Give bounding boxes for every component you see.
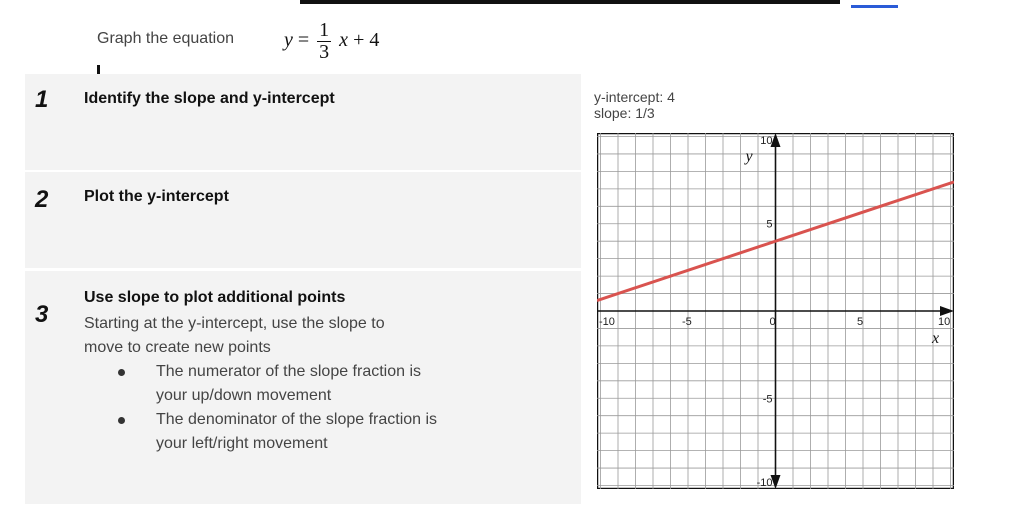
y-tick-label: 10 (760, 135, 773, 147)
step-number: 1 (35, 86, 49, 113)
coordinate-graph (597, 133, 954, 489)
x-tick-label: -10 (599, 316, 615, 328)
equation-y: y (284, 29, 293, 52)
graph-slope-label: slope: 1/3 (594, 105, 655, 121)
graph-intercept-label: y-intercept: 4 (594, 89, 675, 105)
list-item (84, 408, 564, 456)
y-tick-label: 5 (766, 218, 773, 231)
cropped-header-strip (300, 0, 840, 4)
bullet-icon (118, 369, 125, 376)
step-1 (25, 74, 581, 170)
slope-fraction (317, 20, 331, 63)
description-text: Starting at the y-intercept, use the slope to move to create new points (84, 315, 385, 356)
x-tick-label: 10 (938, 316, 951, 328)
step-title: Use slope to plot additional points (84, 289, 346, 306)
y-tick-label: -10 (756, 477, 773, 489)
problem-prompt (97, 20, 597, 74)
step-number: 2 (35, 186, 49, 213)
bullet-line: The denominator of the slope fraction is (156, 411, 438, 428)
list-item (84, 360, 564, 408)
step-3 (25, 271, 581, 504)
equation-constant: + 4 (353, 29, 380, 52)
bullet-list (84, 360, 564, 456)
x-axis-label: x (932, 330, 940, 347)
step-title: Identify the slope and y-intercept (84, 90, 335, 107)
fraction-denominator: 3 (319, 41, 330, 63)
y-tick-label: -5 (762, 393, 773, 406)
step-description (84, 312, 564, 456)
steps-panel (25, 74, 581, 504)
step-title: Plot the y-intercept (84, 188, 229, 205)
bullet-line: your left/right movement (156, 435, 328, 452)
prompt-text: Graph the equation (97, 30, 234, 47)
x-tick-label: 0 (769, 316, 776, 328)
equation-equals: = (297, 29, 310, 52)
cropped-link[interactable] (851, 0, 898, 8)
step-number: 3 (35, 301, 49, 328)
step-2 (25, 172, 581, 268)
x-tick-label: -5 (682, 316, 692, 328)
equation-x: x (339, 29, 349, 52)
bullet-line: The numerator of the slope fraction is (156, 363, 422, 380)
x-tick-label: 5 (857, 316, 864, 328)
y-axis-label: y (745, 148, 753, 165)
equation (284, 20, 379, 63)
fraction-numerator: 1 (319, 19, 330, 41)
bullet-line: your up/down movement (156, 387, 332, 404)
bullet-icon (118, 417, 125, 424)
